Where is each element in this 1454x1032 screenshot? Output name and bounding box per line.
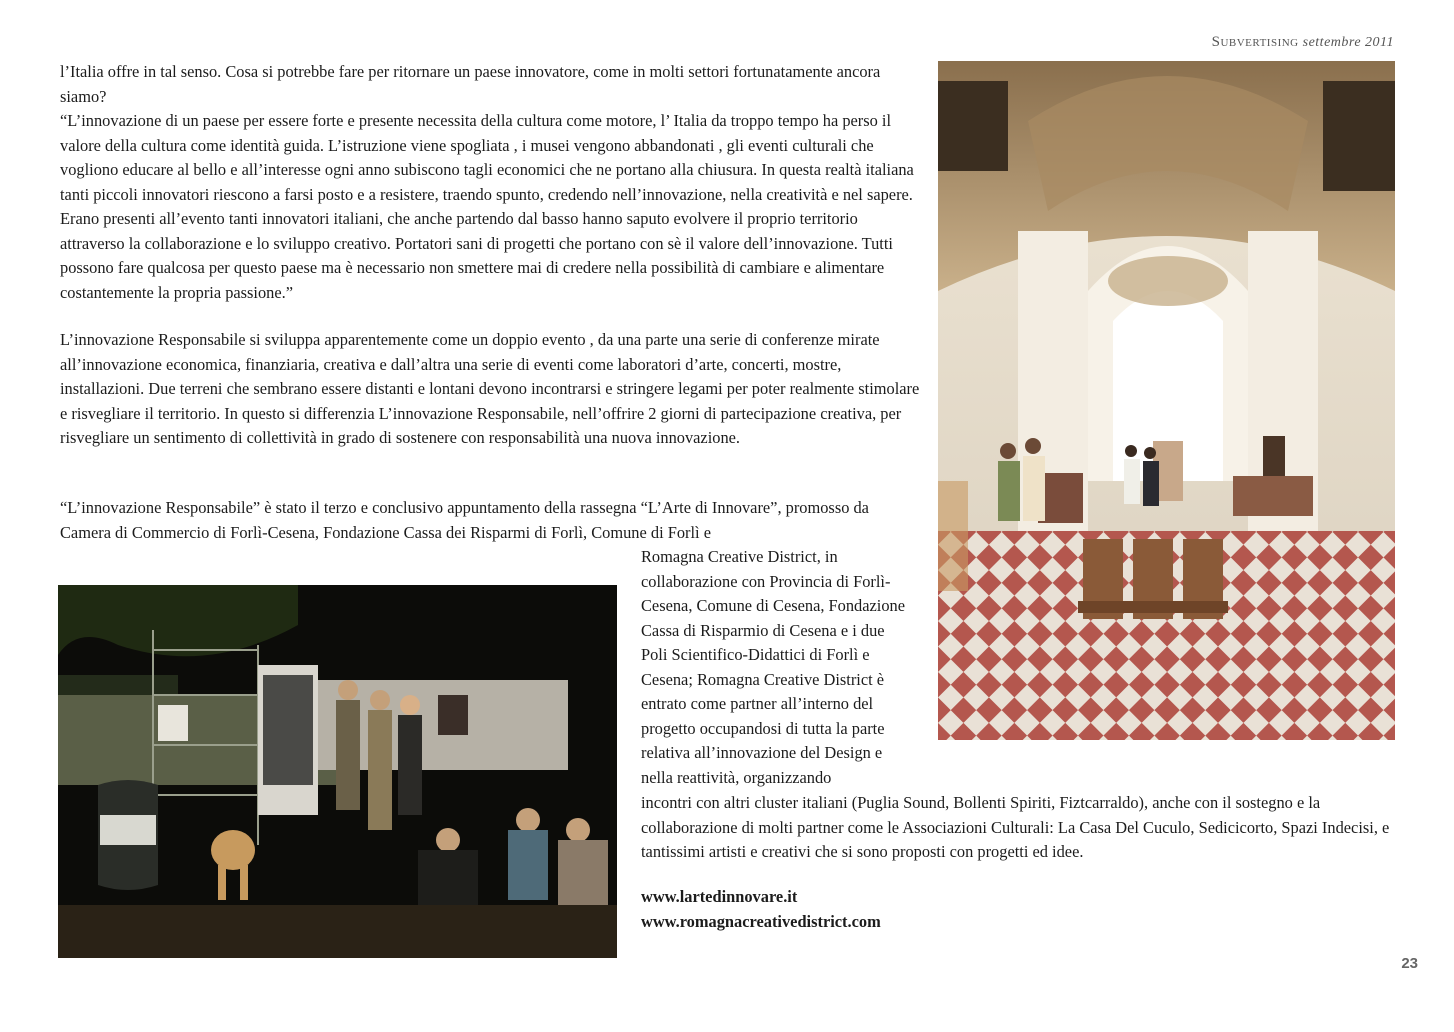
paragraph-1: l’Italia offre in tal senso. Cosa si potrebbe fare per ritornare un paese innovatore, come in molti settori fortunatamente ancora siamo? bbox=[60, 62, 881, 106]
night-event-photo bbox=[58, 585, 617, 958]
paragraph-quote: “L’innovazione di un paese per essere forte e presente necessita della cultura come motore, l’ Italia da troppo tempo ha perso il valore della cultura come identità guida. L’istruzione viene spogliata , i musei vengono abbandonati , gli eventi culturali che vogliono educare al bello e all’interesse ogni anno subiscono tagli economici che ne portano alla chiusura. In questa realtà italiana tanti piccoli innovatori riescono a farsi posto e a resistere, traendo spunto, credendo nell’innovazione, nella creatività e nel sapere. Erano presenti all’evento tanti innovatori italiani, che anche partendo dal basso hanno saputo evolvere il proprio territorio attraverso la collaborazione e lo sviluppo creativo. Portatori sani di progetti che portano con sè il valore dell’innovazione. Tutti possono fare qualcosa per questo paese ma è necessario non smettere mai di credere nella possibilità di cambiare e alimentare costantemente la propria passione.” bbox=[60, 111, 914, 302]
link-romagnacreativedistrict[interactable]: www.romagnacreativedistrict.com bbox=[641, 911, 881, 931]
website-links bbox=[641, 885, 1041, 934]
article-narrow-column bbox=[641, 545, 913, 790]
paragraph-5: Romagna Creative District, in collaborazione con Provincia di Forlì-Cesena, Comune di Cesena, Fondazione Cassa di Risparmio di Cesena e i due Poli Scientifico-Didattici di Forlì e Cesena; Romagna Creative District è entrato come partner all’interno del progetto occupandosi di tutta la parte relativa all’innovazione del Design e nella reattività, organizzando bbox=[641, 547, 906, 787]
article-wide-column bbox=[641, 791, 1391, 865]
paragraph-4: “L’innovazione Responsabile” è stato il terzo e conclusivo appuntamento della rassegna “L’Arte di Innovare”, promosso da Camera di Commercio di Forlì-Cesena, Fondazione Cassa dei Risparmi di Forlì, Comune di Forlì e bbox=[60, 498, 869, 542]
paragraph-6: incontri con altri cluster italiani (Puglia Sound, Bollenti Spiriti, Fiztcarraldo), anche con il sostegno e la collaborazione di molti partner come le Associazioni Culturali: La Casa Del Cuculo, Sedicicorto, Spazi Indecisi, e tantissimi artisti e creativi che si sono proposti con progetti ed idee. bbox=[641, 793, 1390, 861]
magazine-name: Subvertising bbox=[1211, 34, 1299, 50]
page-number: 23 bbox=[1401, 955, 1418, 972]
paragraph-3: L’innovazione Responsabile si sviluppa apparentemente come un doppio evento , da una parte una serie di conferenze mirate all’innovazione economica, finanziaria, creativa e dall’altra una serie di eventi come laboratori d’arte, concerti, mostre, installazioni. Due terreni che sembrano essere distanti e lontani devono incontrarsi e stringere legami per poter realmente stimolare e risvegliare il territorio. In questo si differenzia L’innovazione Responsabile, nell’offrire 2 giorni di partecipazione creativa, per risvegliare un sentimento di collettività in grado di sostenere con responsabilità una nuova innovazione. bbox=[60, 330, 920, 447]
link-lartedinnovare[interactable]: www.lartedinnovare.it bbox=[641, 887, 798, 906]
article-body bbox=[60, 328, 920, 451]
issue-date: settembre 2011 bbox=[1302, 35, 1394, 50]
chapel-interior-photo bbox=[938, 61, 1395, 740]
article-body-2 bbox=[60, 496, 920, 545]
running-header bbox=[1212, 34, 1394, 51]
article-intro bbox=[60, 60, 920, 305]
